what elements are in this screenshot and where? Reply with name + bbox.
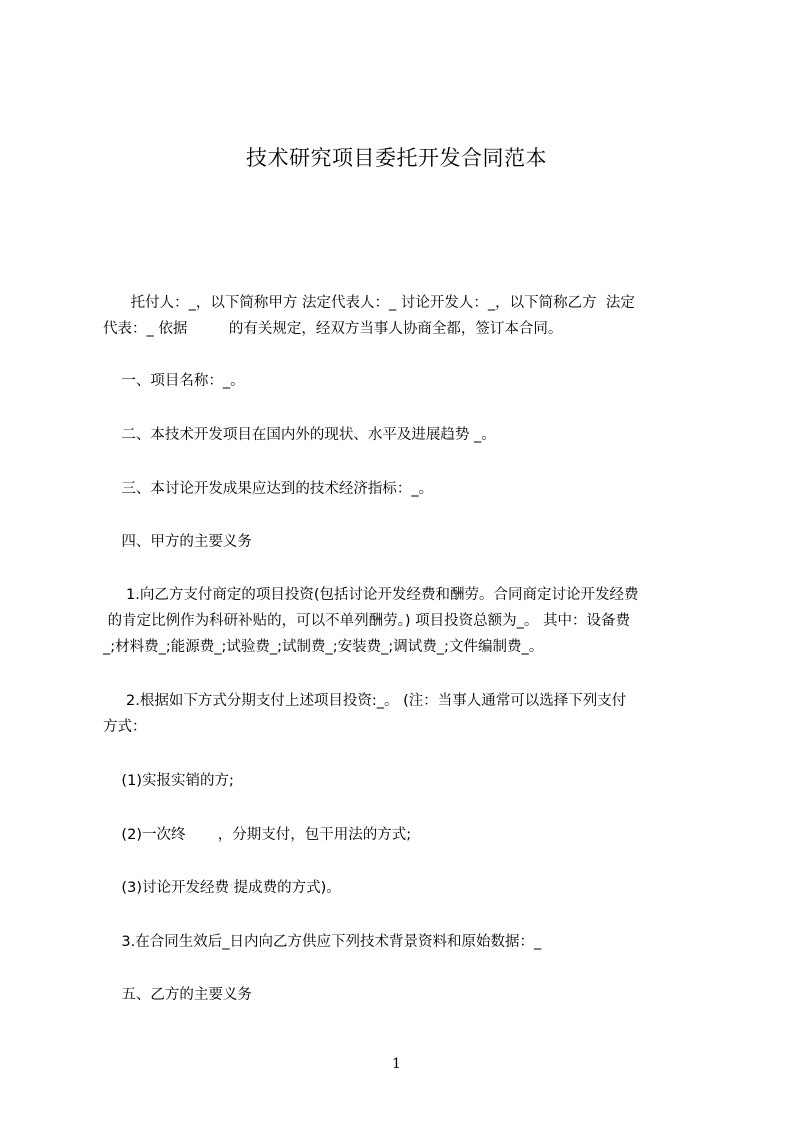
paragraph-item-1 xyxy=(103,582,703,660)
paragraph-option-2 xyxy=(103,822,703,848)
paragraph-line: 代表：_ 依据 的有关规定，经双方当事人协商全都，签订本合同。 xyxy=(103,321,563,337)
paragraph-line: _;材料费_;能源费_;试验费_;试制费_;安装费_;调试费_;文件编制费_。 xyxy=(103,639,544,655)
paragraph-section-2 xyxy=(103,422,703,448)
paragraph-line: (2)一次终 ，分期支付，包干用法的方式; xyxy=(103,827,412,843)
paragraph-section-3 xyxy=(103,476,703,502)
paragraph-line: 3.在合同生效后_日内向乙方供应下列技术背景资料和原始数据：_ xyxy=(103,934,542,950)
paragraph-option-1 xyxy=(103,768,703,794)
paragraph-line: 三、本讨论开发成果应达到的技术经济指标：_。 xyxy=(103,481,434,497)
page-number: 1 xyxy=(392,1056,401,1072)
paragraph-item-2 xyxy=(103,688,703,740)
paragraph-section-5-heading xyxy=(103,982,703,1008)
paragraph-line: 五、乙方的主要义务 xyxy=(103,987,252,1003)
paragraph-line: (3)讨论开发经费 提成费的方式)。 xyxy=(103,880,341,896)
paragraph-line: 1.向乙方支付商定的项目投资(包括讨论开发经费和酬劳。合同商定讨论开发经费 xyxy=(103,587,639,603)
paragraph-line: 2.根据如下方式分期支付上述项目投资:_。 (注：当事人通常可以选择下列支付 xyxy=(103,693,627,709)
paragraph-line: 一、项目名称：_。 xyxy=(103,373,245,389)
paragraph-section-4-heading xyxy=(103,529,703,555)
paragraph-line: 方式： xyxy=(103,719,147,735)
paragraph-line: 四、甲方的主要义务 xyxy=(103,534,252,550)
paragraph-section-1 xyxy=(103,368,703,394)
paragraph-line: 的肯定比例作为科研补贴的，可以不单列酬劳。) 项目投资总额为_。 其中：设备费 xyxy=(103,613,630,629)
paragraph-line: (1)实报实销的方; xyxy=(103,773,234,789)
document-title: 技术研究项目委托开发合同范本 xyxy=(246,146,547,170)
paragraph-item-3 xyxy=(103,929,703,955)
paragraph-option-3 xyxy=(103,875,703,901)
paragraph-parties xyxy=(103,290,703,342)
paragraph-line: 二、本技术开发项目在国内外的现状、水平及进展趋势 _。 xyxy=(103,427,496,443)
paragraph-line: 托付人：_，以下简称甲方 法定代表人：_ 讨论开发人：_，以下简称乙方 法定 xyxy=(103,295,635,311)
